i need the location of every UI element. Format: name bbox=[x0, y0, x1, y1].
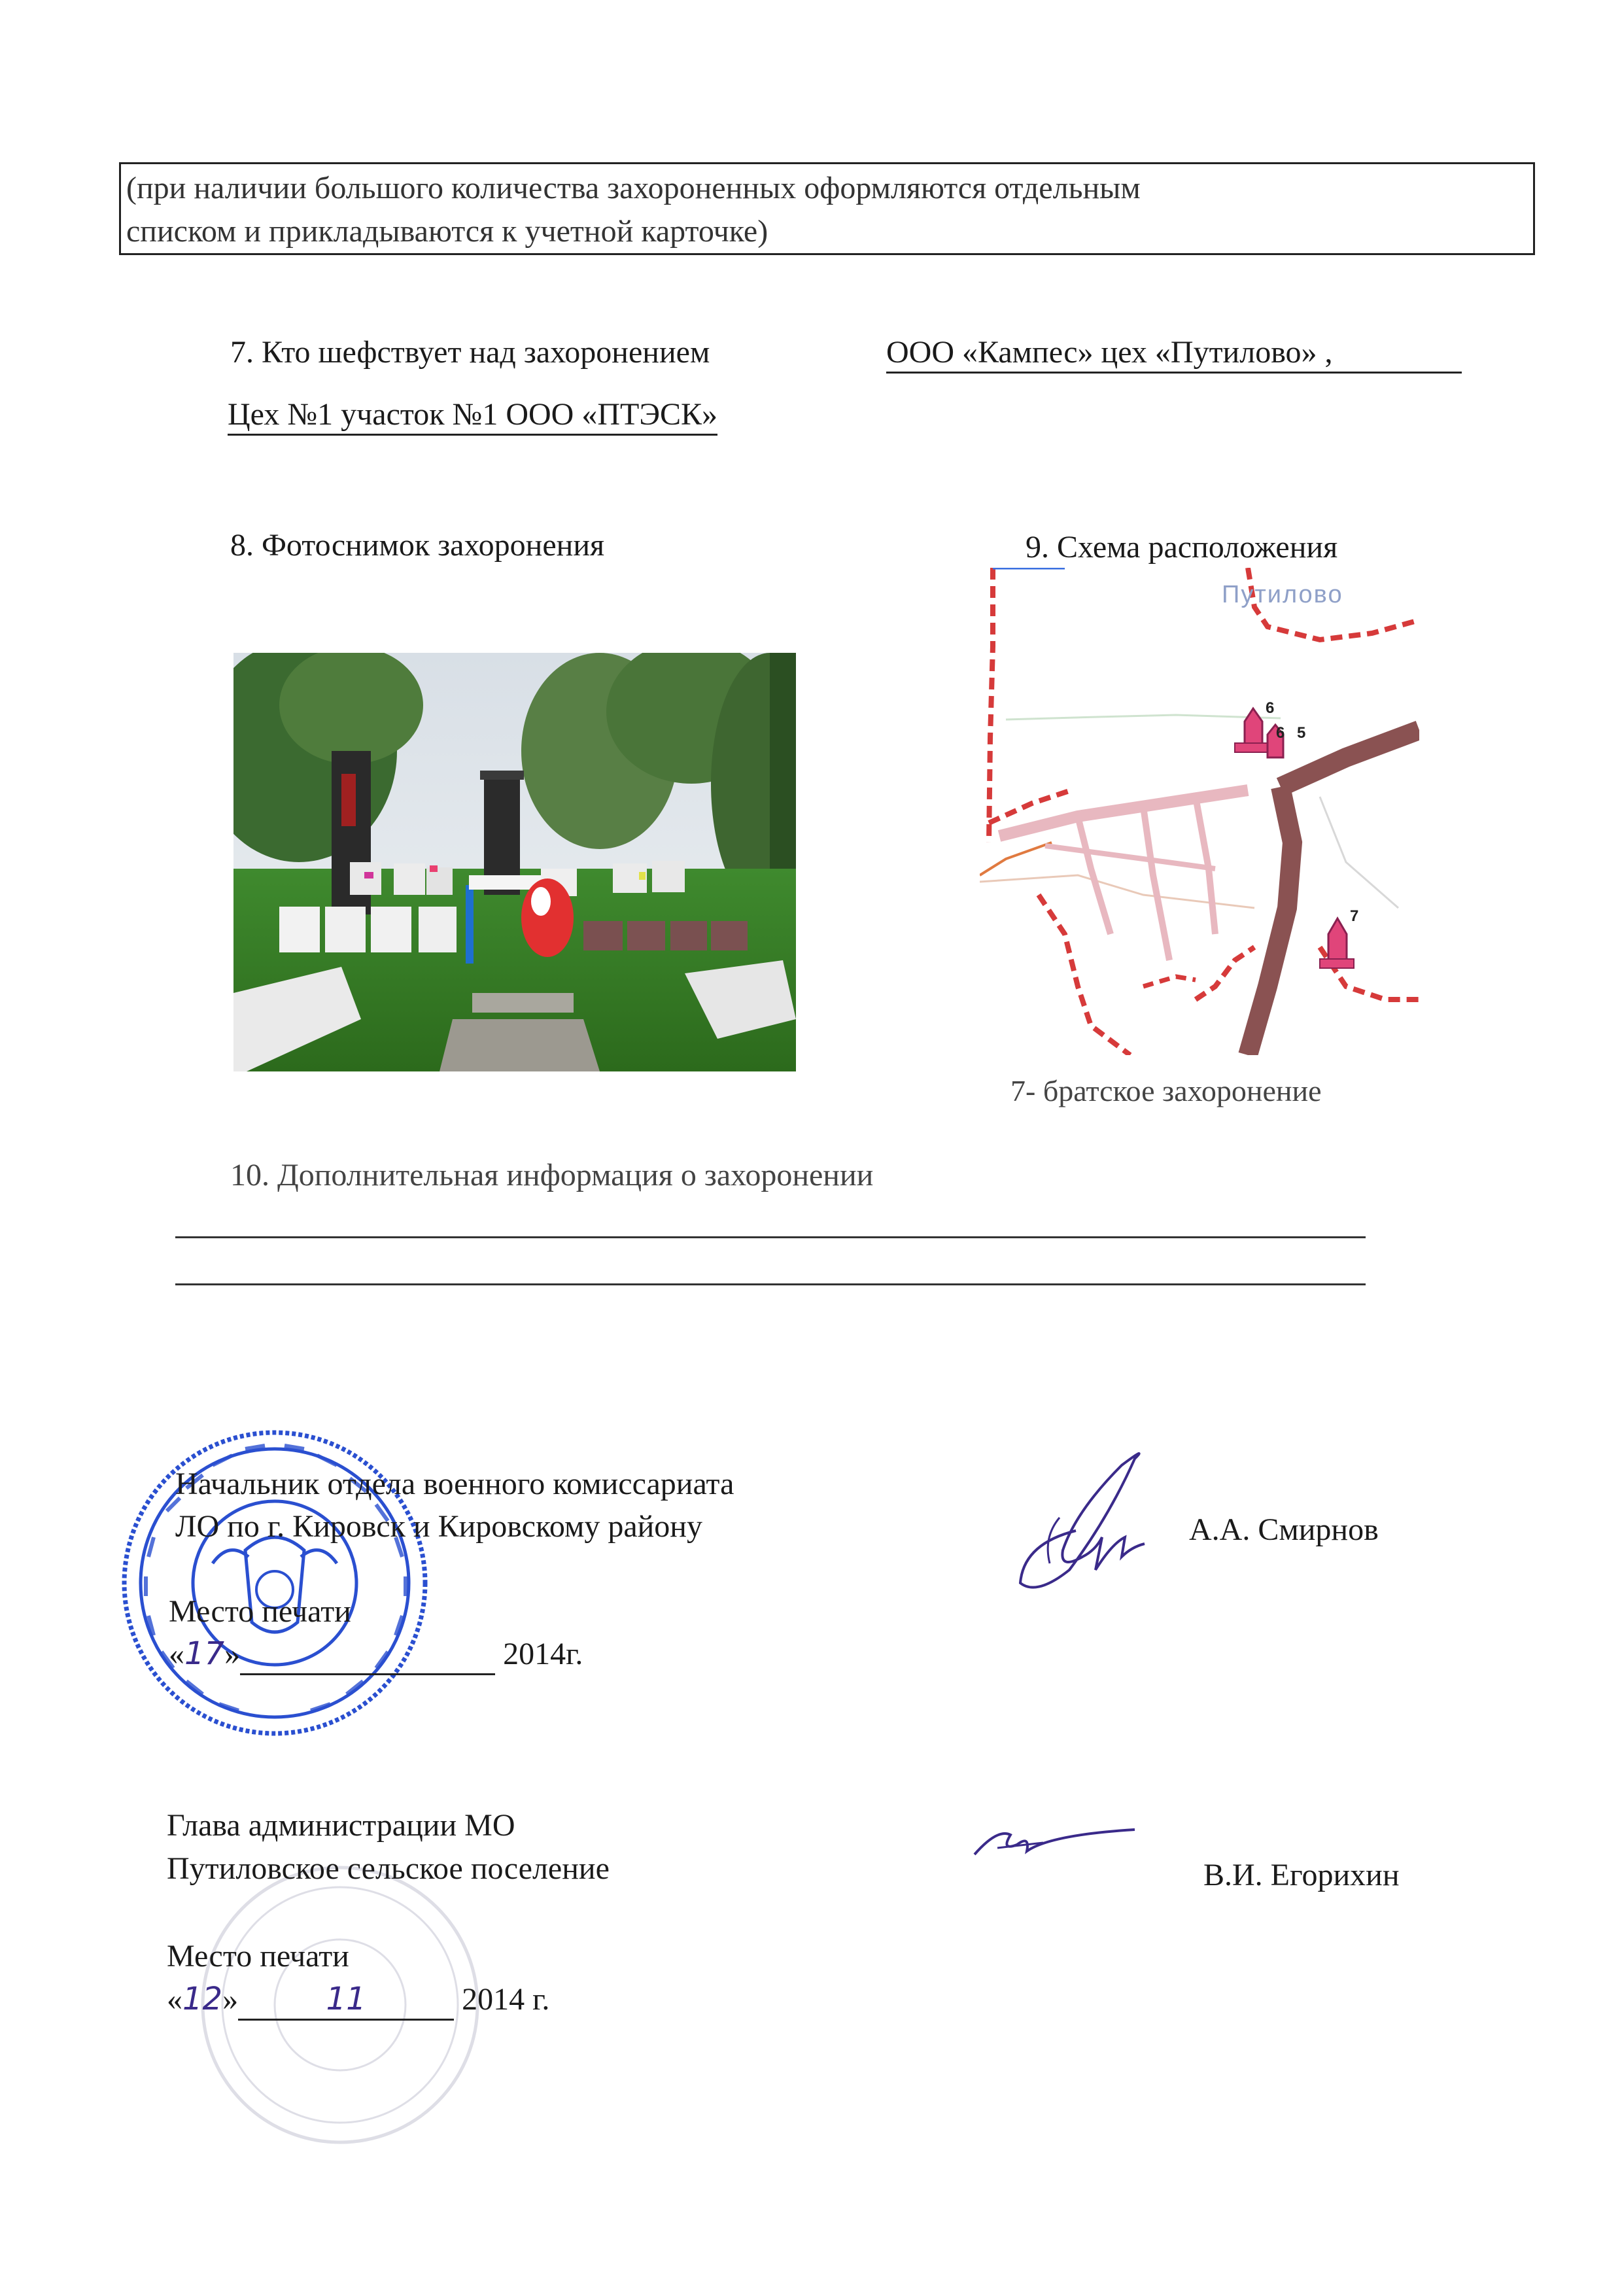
instruction-note-box bbox=[119, 162, 1535, 255]
signer-1-stamp-label: Место печати bbox=[169, 1594, 351, 1629]
signer-2-date-month-value: 11 bbox=[326, 1981, 366, 2017]
map-marker-5: 5 bbox=[1297, 724, 1306, 742]
signer-1-date-year: 2014г. bbox=[503, 1637, 583, 1671]
map-marker-6b: 6 bbox=[1276, 724, 1285, 742]
signer-2-date: «12» 11 2014 г. bbox=[167, 1981, 549, 2021]
signer-1-date-month-line bbox=[240, 1635, 495, 1675]
section-9-label: 9. Схема расположения bbox=[1026, 530, 1338, 565]
signer-2-date-day: 12 bbox=[182, 1981, 223, 2017]
patron-organization-2: Цех №1 участок №1 ООО «ПТЭСК» bbox=[228, 397, 718, 432]
signer-1-name: А.А. Смирнов bbox=[1189, 1512, 1379, 1547]
section-7-value-2 bbox=[228, 396, 717, 436]
signer-2-position-line-2: Путиловское сельское поселение bbox=[167, 1851, 610, 1886]
map-marker-6a: 6 bbox=[1266, 699, 1275, 717]
signer-2-name: В.И. Егорихин bbox=[1203, 1858, 1400, 1892]
section-7-value-1 bbox=[886, 334, 1462, 374]
patron-organization-1: ООО «Кампес» цех «Путилово» , bbox=[886, 335, 1333, 370]
additional-info-line-1 bbox=[175, 1236, 1366, 1238]
signer-1-position-line-2: ЛО по г. Кировск и Кировскому району bbox=[175, 1509, 702, 1544]
map-place-name: Путилово bbox=[1222, 581, 1343, 608]
section-8-label: 8. Фотоснимок захоронения bbox=[230, 528, 605, 563]
instruction-note-line-1: (при наличии большого количества захороненных оформляются отдельным bbox=[126, 171, 1141, 205]
memorial-photo bbox=[233, 653, 796, 1071]
signer-1-date-day: 17 bbox=[184, 1635, 225, 1672]
signer-2-date-month bbox=[238, 1981, 454, 2021]
additional-info-line-2 bbox=[175, 1283, 1366, 1285]
signer-1-position-line-1: Начальник отдела военного комиссариата bbox=[175, 1467, 734, 1501]
signer-1-signature bbox=[997, 1439, 1174, 1603]
signer-2-stamp-label: Место печати bbox=[167, 1939, 349, 1974]
map-legend: 7- братское захоронение bbox=[1010, 1074, 1322, 1107]
map-marker-7: 7 bbox=[1350, 907, 1359, 925]
signer-1-date: «17» 2014г. bbox=[169, 1635, 583, 1675]
location-scheme-map bbox=[980, 568, 1419, 1055]
section-7-label: 7. Кто шефствует над захоронением bbox=[230, 335, 710, 370]
signer-2-date-year: 2014 г. bbox=[462, 1982, 550, 2017]
section-10-label: 10. Дополнительная информация о захоронении bbox=[230, 1158, 874, 1192]
instruction-note-line-2: списком и прикладываются к учетной карточке) bbox=[126, 214, 768, 249]
signer-2-position-line-1: Глава администрации МО bbox=[167, 1808, 515, 1843]
signer-2-signature bbox=[971, 1815, 1141, 1868]
